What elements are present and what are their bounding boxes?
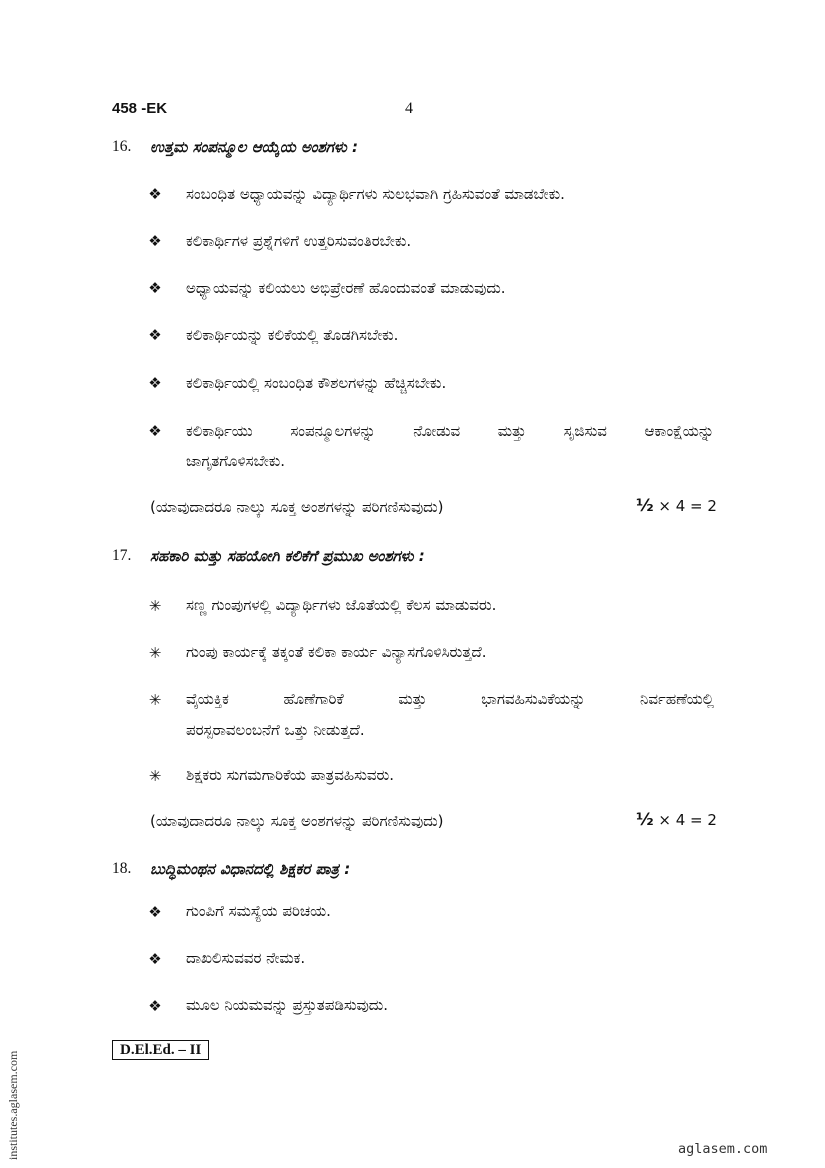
q18-item-1: ಗುಂಪಿಗೆ ಸಮಸ್ಯೆಯ ಪರಿಚಯ. <box>186 902 331 920</box>
page-number: 4 <box>405 100 413 117</box>
bullet-icon: ❖ <box>148 232 162 250</box>
bullet-icon: ❖ <box>148 374 162 392</box>
q17-item-1: ಸಣ್ಣ ಗುಂಪುಗಳಲ್ಲಿ ವಿದ್ಯಾರ್ಥಿಗಳು ಜೊತೆಯಲ್ಲಿ ಕೆಲಸ ಮಾಡುವರು. <box>186 596 497 614</box>
asterisk-bullet-icon: ✳ <box>148 644 162 662</box>
half-fraction: ½ <box>636 496 654 516</box>
site-watermark: aglasem.com <box>678 1141 768 1157</box>
bullet-icon: ❖ <box>148 950 162 968</box>
marks-formula: × 4 = 2 <box>653 497 717 515</box>
q16-item-4: ಕಲಿಕಾರ್ಥಿಯನ್ನು ಕಲಿಕೆಯಲ್ಲಿ ತೊಡಗಿಸಬೇಕು. <box>186 326 399 344</box>
side-watermark: institutes.aglasem.com <box>6 1050 20 1160</box>
half-fraction: ½ <box>636 810 654 830</box>
asterisk-bullet-icon: ✳ <box>148 597 162 615</box>
q17-item-2: ಗುಂಪು ಕಾರ್ಯಕ್ಕೆ ತಕ್ಕಂತೆ ಕಲಿಕಾ ಕಾರ್ಯ ವಿನ್ಯಾಸಗೊಳಿಸಿರುತ್ತದೆ. <box>186 643 487 661</box>
question-17-number: 17. <box>112 547 132 564</box>
question-16-number: 16. <box>112 138 132 155</box>
bullet-icon: ❖ <box>148 903 162 921</box>
q16-item-5: ಕಲಿಕಾರ್ಥಿಯಲ್ಲಿ ಸಂಬಂಧಿತ ಕೌಶಲಗಳನ್ನು ಹೆಚ್ಚಿಸಬೇಕು. <box>186 374 447 392</box>
q16-item-3: ಅಧ್ಯಾಯವನ್ನು ಕಲಿಯಲು ಅಭಿಪ್ರೇರಣೆ ಹೊಂದುವಂತೆ ಮಾಡುವುದು. <box>186 279 506 297</box>
q18-item-2: ದಾಖಲಿಸುವವರ ನೇಮಕ. <box>186 949 306 967</box>
q16-item-6-line-2: ಜಾಗೃತಗೊಳಿಸಬೇಕು. <box>186 452 286 470</box>
question-16-heading: ಉತ್ತಮ ಸಂಪನ್ಮೂಲ ಆಯ್ಕೆಯ ಅಂಶಗಳು : <box>150 138 358 156</box>
asterisk-bullet-icon: ✳ <box>148 767 162 785</box>
question-17-heading: ಸಹಕಾರಿ ಮತ್ತು ಸಹಯೋಗಿ ಕಲಿಕೆಗೆ ಪ್ರಮುಖ ಅಂಶಗಳು : <box>150 547 425 565</box>
bullet-icon: ❖ <box>148 279 162 297</box>
paper-code: 458 -EK <box>112 100 168 117</box>
q16-marks-note: (ಯಾವುದಾದರೂ ನಾಲ್ಕು ಸೂಕ್ತ ಅಂಶಗಳನ್ನು ಪರಿಗಣಿಸುವುದು) <box>150 498 444 516</box>
course-code-box: D.El.Ed. – II <box>112 1040 209 1060</box>
bullet-icon: ❖ <box>148 997 162 1015</box>
q16-item-1: ಸಂಬಂಧಿತ ಅಧ್ಯಾಯವನ್ನು ವಿದ್ಯಾರ್ಥಿಗಳು ಸುಲಭವಾಗಿ ಗ್ರಹಿಸುವಂತೆ ಮಾಡಬೇಕು. <box>186 185 565 203</box>
asterisk-bullet-icon: ✳ <box>148 691 162 709</box>
bullet-icon: ❖ <box>148 326 162 344</box>
q16-item-6-line-1: ಕಲಿಕಾರ್ಥಿಯು ಸಂಪನ್ಮೂಲಗಳನ್ನು ನೋಡುವ ಮತ್ತು ಸೃಜಿಸುವ ಆಕಾಂಕ್ಷೆಯನ್ನು <box>186 422 714 440</box>
q17-item-3-line-2: ಪರಸ್ಪರಾವಲಂಬನೆಗೆ ಒತ್ತು ನೀಡುತ್ತದೆ. <box>186 721 365 739</box>
q17-item-3-line-1: ವೈಯಕ್ತಿಕ ಹೊಣೆಗಾರಿಕೆ ಮತ್ತು ಭಾಗವಹಿಸುವಿಕೆಯನ್ನು ನಿರ್ವಹಣೆಯಲ್ಲಿ <box>186 690 714 708</box>
question-18-number: 18. <box>112 860 132 877</box>
q18-item-3: ಮೂಲ ನಿಯಮವನ್ನು ಪ್ರಸ್ತುತಪಡಿಸುವುದು. <box>186 996 389 1014</box>
bullet-icon: ❖ <box>148 185 162 203</box>
q17-marks <box>636 810 717 830</box>
q17-marks-note: (ಯಾವುದಾದರೂ ನಾಲ್ಕು ಸೂಕ್ತ ಅಂಶಗಳನ್ನು ಪರಿಗಣಿಸುವುದು) <box>150 812 444 830</box>
question-18-heading: ಬುದ್ಧಿಮಂಥನ ವಿಧಾನದಲ್ಲಿ ಶಿಕ್ಷಕರ ಪಾತ್ರ : <box>150 860 351 878</box>
q16-marks <box>636 496 717 516</box>
marks-formula: × 4 = 2 <box>653 811 717 829</box>
q17-item-4: ಶಿಕ್ಷಕರು ಸುಗಮಗಾರಿಕೆಯ ಪಾತ್ರವಹಿಸುವರು. <box>186 766 394 784</box>
bullet-icon: ❖ <box>148 422 162 440</box>
q16-item-2: ಕಲಿಕಾರ್ಥಿಗಳ ಪ್ರಶ್ನೆಗಳಿಗೆ ಉತ್ತರಿಸುವಂತಿರಬೇಕು. <box>186 232 412 250</box>
